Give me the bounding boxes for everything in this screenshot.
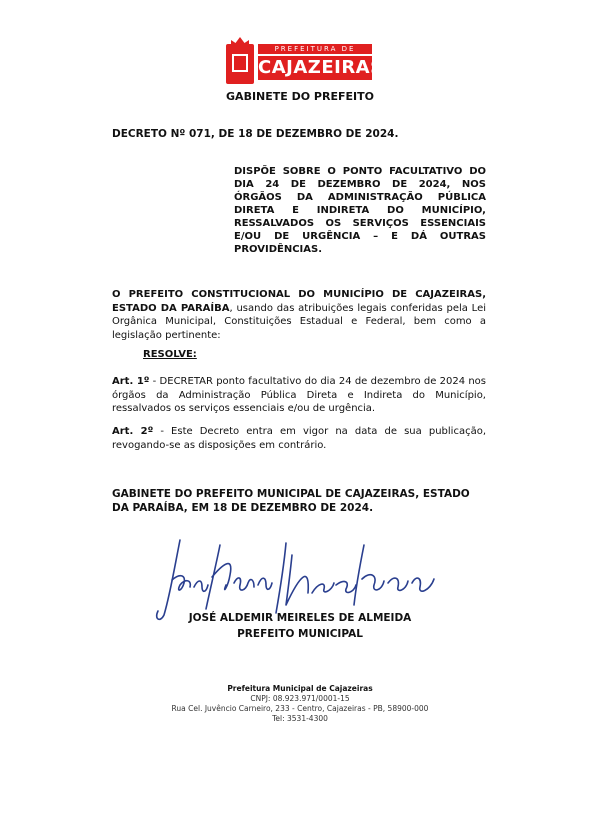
preamble-bold: O PREFEITO CONSTITUCIONAL DO MUNICÍPIO DE CAJAZEIRAS, ESTADO DA PARAÍBA [112,289,486,314]
resolve-heading: RESOLVE: [143,349,197,360]
article-2-text: - Este Decreto entra em vigor na data de sua publicação, revogando-se as disposições em contrário. [112,426,486,451]
office-heading: GABINETE DO PREFEITO [226,90,374,103]
closing-statement: GABINETE DO PREFEITO MUNICIPAL DE CAJAZEIRAS, ESTADO DA PARAÍBA, EM 18 DE DEZEMBRO DE 2024. [112,488,470,514]
article-1-label: Art. 1º [112,376,150,387]
article-1 [112,375,486,416]
footer-phone: Tel: 3531-4300 [272,714,328,723]
footer-cnpj: CNPJ: 08.923.971/0001-15 [250,694,350,703]
city-crest-icon [226,44,254,84]
decree-preamble [112,288,486,342]
signer-role: PREFEITO MUNICIPAL [237,628,363,640]
decree-ementa: DISPÕE SOBRE O PONTO FACULTATIVO DO DIA 24 DE DEZEMBRO DE 2024, NOS ÓRGÃOS DA ADMINISTRAÇÃO PÚBLICA DIRETA E INDIRETA DO MUNICÍPIO, RESSALVADOS OS SERVIÇOS ESSENCIAIS E/OU DE URGÊNCIA – E DÁ OUTRAS PROVIDÊNCIAS. [234,166,486,255]
prefeitura-logo [226,38,384,88]
logo-city-name: CAJAZEIRAS [258,57,384,78]
crown-icon [231,37,249,47]
page-footer [0,684,600,724]
footer-address: Rua Cel. Juvêncio Carneiro, 233 - Centro, Cajazeiras - PB, 58900-000 [171,704,429,713]
preamble-text: , usando das atribuições legais conferidas pela Lei Orgânica Municipal, Constituições Estadual e Federal, bem como a legislação pertinente: [112,302,486,341]
article-2 [112,425,486,452]
footer-institution: Prefeitura Municipal de Cajazeiras [227,684,373,693]
article-1-text: - DECRETAR ponto facultativo do dia 24 de dezembro de 2024 nos órgãos da Administração Pública Direta e Indireta do Município, ressalvados os serviços essenciais e/ou de urgência. [112,376,486,414]
logo-prefeitura-text: PREFEITURA DE [258,44,372,54]
signer-name: JOSÉ ALDEMIR MEIRELES DE ALMEIDA [188,612,412,624]
article-2-label: Art. 2º [112,426,154,437]
decree-title: DECRETO Nº 071, DE 18 DE DEZEMBRO DE 2024. [112,128,399,140]
